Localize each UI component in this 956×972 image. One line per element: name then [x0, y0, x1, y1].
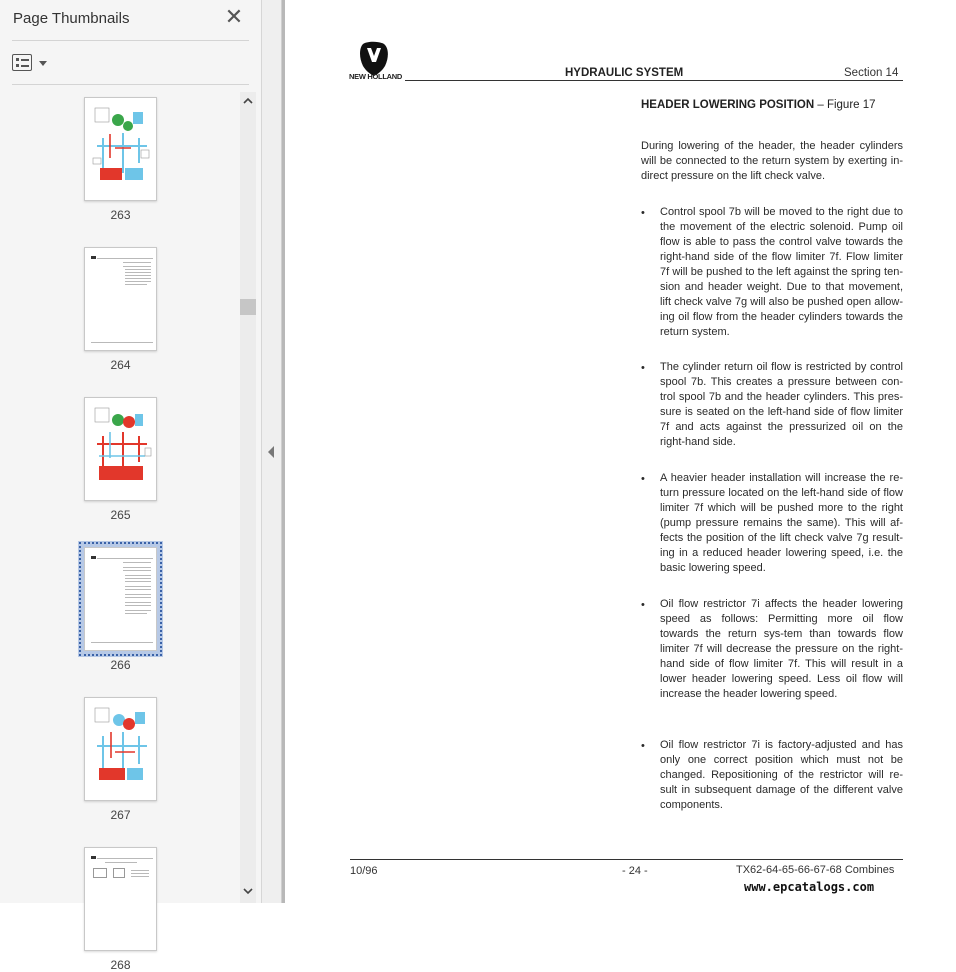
thumbnail-page-267[interactable] — [84, 697, 157, 801]
bullet-text: The cylinder return oil flow is restricted by control spool 7b. This creates a pressure between con-trol spool 7b and the header cylinders. This pres-sure is seated on the left-hand side of flow limiter 7f and acts against the pressurized oil on the right-hand side. — [660, 361, 903, 448]
section-heading — [641, 99, 876, 111]
hydraulic-diagram-thumbnail — [85, 98, 158, 202]
collapse-panel-icon[interactable] — [268, 446, 274, 458]
bullet-item: • The cylinder return oil flow is restricted by control spool 7b. This creates a pressure between con-trol spool 7b and the header cylinders. This pres-sure is seated on the left-hand side of flow limiter 7f and acts against the pressurized oil on the right-hand side. — [641, 361, 903, 448]
thumbnail-page-264[interactable] — [84, 247, 157, 351]
footer-rule — [350, 859, 903, 860]
thumbnail-options-icon — [12, 54, 32, 71]
footer-page-number: - 24 - — [622, 865, 648, 877]
bullet-text: Oil flow restrictor 7i affects the header lowering speed as follows: Permitting more oil flow towards the return sys-tem than towards flow limiter 7f will decrease the pressure on the right-hand side of flow limiter 7f. This will result in a lower header lowering speed. Less oil flow will increase the header lowering speed. — [660, 598, 903, 700]
thumbnail-page-number: 264 — [110, 358, 131, 372]
footer-date: 10/96 — [350, 865, 378, 877]
heading-title: HEADER LOWERING POSITION — [641, 99, 815, 111]
scroll-down-icon[interactable] — [243, 886, 253, 896]
chevron-down-icon — [39, 61, 47, 66]
logo-text: NEW HOLLAND — [349, 72, 402, 81]
divider — [12, 84, 249, 85]
panel-title: Page Thumbnails — [13, 10, 130, 27]
thumbnail-page-number: 265 — [110, 508, 131, 522]
scrollbar-thumb[interactable] — [240, 299, 256, 315]
thumbnail-page-265[interactable] — [84, 397, 157, 501]
close-icon[interactable]: ✕ — [224, 4, 244, 29]
page-thumbnails-panel — [0, 0, 262, 972]
scroll-up-icon[interactable] — [243, 96, 253, 106]
thumbnail-page-number: 268 — [110, 958, 131, 972]
thumbnail-page-number: 266 — [110, 658, 131, 672]
thumbnail-page-number: 267 — [110, 808, 131, 822]
thumbnail-options-button[interactable] — [12, 52, 52, 74]
bullet-text: Control spool 7b will be moved to the right due to the movement of the electric solenoid. Pump oil flow is able to pass the control valve towards the right-hand side of the flow limiter 7f. Flow limiter 7f will be pushed to the left against the spring ten-sion and header weight. Due to that movement, lift check valve 7g will also be pushed open allow-ing oil flow from the header cylinders towards the return system. — [660, 206, 903, 338]
bullet-item: • A heavier header installation will increase the re-turn pressure located on the left-hand side of flow limiter 7f which will be pushed more to the right (pump pressure remains the same). This will af-fects the position of the lift check valve 7g result-ing in a reduced header lowering speed, i.e. the basic lowering speed. — [641, 472, 903, 574]
panel-splitter[interactable] — [262, 0, 282, 903]
document-page — [285, 0, 956, 903]
bullet-item: • Oil flow restrictor 7i is factory-adjusted and has only one correct position which must not be changed. Repositioning of the restrictor will re-sult in subsequent damage of the different valve components. — [641, 739, 903, 811]
bullet-text: Oil flow restrictor 7i is factory-adjusted and has only one correct position which must not be changed. Repositioning of the restrictor will re-sult in subsequent damage of the different valve components. — [660, 739, 903, 811]
figure-reference: – Figure 17 — [814, 99, 876, 111]
footer-model: TX62-64-65-66-67-68 Combines — [736, 864, 895, 876]
header-title: HYDRAULIC SYSTEM — [565, 67, 684, 79]
bullet-item: • Control spool 7b will be moved to the right due to the movement of the electric solenoid. Pump oil flow is able to pass the control valve towards the right-hand side of the flow limiter 7f. Flow limiter 7f will be pushed to the left against the spring ten-sion and header weight. Due to that movement, lift check valve 7g will also be pushed open allow-ing oil flow from the header cylinders towards the return system. — [641, 206, 903, 338]
thumbnail-page-266[interactable] — [84, 547, 157, 651]
watermark-url: www.epcatalogs.com — [744, 880, 875, 894]
thumbnail-page-268[interactable] — [84, 847, 157, 951]
divider — [12, 40, 249, 41]
thumbnail-page-number: 263 — [110, 208, 131, 222]
thumbnail-list[interactable] — [0, 88, 240, 972]
thumbnail-page-263[interactable] — [84, 97, 157, 201]
intro-paragraph: During lowering of the header, the header cylinders will be connected to the return system by exerting in-direct pressure on the lift check valve. — [641, 140, 903, 182]
bullet-item: • Oil flow restrictor 7i affects the header lowering speed as follows: Permitting more oil flow towards the return sys-tem than towards flow limiter 7f will decrease the pressure on the right-hand side of flow limiter 7f. This will result in a lower header lowering speed. Less oil flow will increase the header lowering speed. — [641, 598, 903, 700]
header-rule — [405, 80, 903, 81]
header-section: Section 14 — [844, 67, 899, 79]
hydraulic-diagram-thumbnail — [85, 698, 158, 802]
bullet-text: A heavier header installation will increase the re-turn pressure located on the left-hand side of flow limiter 7f which will be pushed more to the right (pump pressure remains the same). This will af-fects the position of the lift check valve 7g result-ing in a reduced header lowering speed, i.e. the basic lowering speed. — [660, 472, 903, 574]
thumbnail-scrollbar[interactable] — [240, 92, 256, 903]
hydraulic-diagram-thumbnail — [85, 398, 158, 502]
